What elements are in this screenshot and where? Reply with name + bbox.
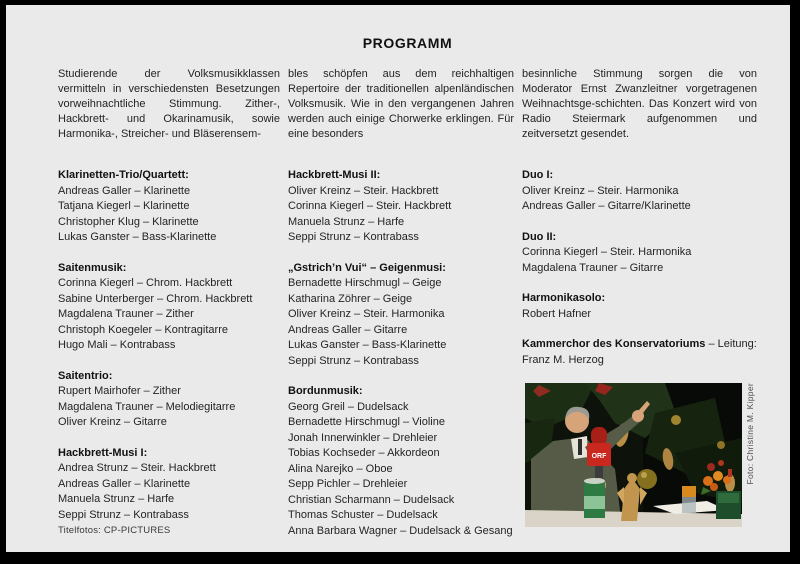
- member-line: Manuela Strunz – Harfe: [288, 215, 405, 228]
- ensemble-group: [288, 168, 514, 246]
- member-line: Oliver Kreinz – Gitarre: [58, 416, 167, 428]
- member-line: Georg Greil – Dudelsack: [288, 400, 409, 413]
- photo-figure: [525, 383, 757, 527]
- column-2-groups: [288, 168, 514, 539]
- group-heading: „Gstrich’n Vui“ – Geigenmusi:: [288, 261, 446, 274]
- member-line: Franz M. Herzog: [522, 353, 604, 366]
- column-1-groups: [58, 168, 280, 523]
- member-line: Alina Narejko – Oboe: [288, 462, 393, 475]
- member-line: Manuela Strunz – Harfe: [58, 493, 175, 505]
- program-content: [58, 67, 757, 554]
- member-line: Oliver Kreinz – Steir. Harmonika: [522, 184, 679, 197]
- member-line: Andreas Galler – Klarinette: [58, 184, 191, 197]
- group-heading: Saitenmusik:: [58, 261, 127, 274]
- member-line: Tatjana Kiegerl – Klarinette: [58, 200, 190, 212]
- intro-paragraph-1: Studierende der Volksmusikklassen vermitteln in verschiedensten Besetzungen vorweihnachtliche Stimmung. Zither-, Hackbrett- und Okarinamusik, sowie Harmonika-, Streicher- und Bläserensem-: [58, 68, 280, 140]
- column-1: [58, 67, 280, 554]
- ensemble-group: [288, 261, 514, 370]
- member-line: Lukas Ganster – Bass-Klarinette: [58, 231, 217, 243]
- group-heading: Saitentrio:: [58, 369, 113, 382]
- member-line: Christoph Koegeler – Kontragitarre: [58, 323, 228, 336]
- member-line: Seppi Strunz – Kontrabass: [58, 508, 189, 521]
- column-3: [522, 67, 757, 554]
- concert-photo: [525, 383, 742, 527]
- ensemble-group: [522, 230, 757, 277]
- intro-paragraph-3: besinnliche Stimmung sorgen die von Moderator Ernst Zwanzleitner vorgetragenen Weihnachtsge-schichten. Das Konzert wird von Radio Steiermark aufgenommen und zeitversetzt gesendet.: [522, 68, 757, 140]
- photo-credit: Foto: Christine M. Kipper: [745, 383, 755, 485]
- member-line: Andreas Galler – Gitarre: [288, 323, 408, 336]
- member-line: Andrea Strunz – Steir. Hackbrett: [58, 462, 216, 474]
- group-heading: Kammerchor des Konservatoriums – Leitung:: [522, 338, 757, 350]
- ensemble-group: [522, 337, 757, 368]
- member-line: Corinna Kiegerl – Steir. Hackbrett: [288, 200, 452, 212]
- group-heading: Hackbrett-Musi II:: [288, 169, 381, 181]
- group-heading: Klarinetten-Trio/Quartett:: [58, 169, 189, 181]
- program-page: [6, 5, 790, 552]
- member-line: Bernadette Hirschmugl – Violine: [288, 416, 445, 428]
- title-photos-credit: Titelfotos: CP-PICTURES: [58, 525, 171, 536]
- ensemble-group: [58, 168, 280, 246]
- group-heading: Duo II:: [522, 230, 557, 243]
- member-line: Seppi Strunz – Kontrabass: [288, 231, 419, 243]
- member-line: Christian Scharmann – Dudelsack: [288, 493, 455, 506]
- member-line: Oliver Kreinz – Steir. Hackbrett: [288, 184, 439, 197]
- group-heading: Hackbrett-Musi I:: [58, 446, 148, 459]
- member-line: Tobias Kochseder – Akkordeon: [288, 447, 440, 459]
- member-line: Magdalena Trauner – Zither: [58, 308, 194, 320]
- member-line: Seppi Strunz – Kontrabass: [288, 354, 419, 367]
- member-line: Thomas Schuster – Dudelsack: [288, 509, 438, 521]
- ensemble-group: [58, 446, 280, 524]
- member-line: Hugo Mali – Kontrabass: [58, 339, 176, 351]
- member-line: Andreas Galler – Gitarre/Klarinette: [522, 200, 691, 212]
- ensemble-group: [58, 261, 280, 354]
- member-line: Jonah Innerwinkler – Drehleier: [288, 431, 438, 444]
- column-2: [288, 67, 514, 554]
- member-line: Andreas Galler – Klarinette: [58, 477, 191, 490]
- member-line: Lukas Ganster – Bass-Klarinette: [288, 339, 447, 351]
- svg-text:ORF: ORF: [591, 453, 607, 460]
- member-line: Anna Barbara Wagner – Dudelsack & Gesang: [288, 524, 513, 537]
- intro-paragraph-2: bles schöpfen aus dem reichhaltigen Repertoire der traditionellen alpenländischen Volksmusik. Wie in den vergangenen Jahren werden auch einige Chorwerke erklingen. Für eine besonders: [288, 68, 514, 140]
- member-line: Sepp Pichler – Drehleier: [288, 478, 408, 490]
- ensemble-group: [522, 168, 757, 215]
- page-title: PROGRAMM: [362, 35, 453, 51]
- ensemble-group: [58, 369, 280, 431]
- ensemble-group: [288, 384, 514, 539]
- group-heading: Harmonikasolo:: [522, 292, 606, 304]
- member-line: Sabine Unterberger – Chrom. Hackbrett: [58, 292, 253, 305]
- member-line: Robert Hafner: [522, 307, 592, 320]
- member-line: Christopher Klug – Klarinette: [58, 215, 199, 228]
- column-3-groups: [522, 168, 757, 368]
- group-heading: Duo I:: [522, 169, 554, 181]
- member-line: Magdalena Trauner – Melodiegitarre: [58, 400, 236, 413]
- member-line: Magdalena Trauner – Gitarre: [522, 261, 664, 274]
- group-heading: Bordunmusik:: [288, 385, 363, 397]
- member-line: Oliver Kreinz – Steir. Harmonika: [288, 308, 445, 320]
- member-line: Corinna Kiegerl – Steir. Harmonika: [522, 246, 692, 258]
- ensemble-group: [522, 291, 757, 322]
- member-line: Bernadette Hirschmugl – Geige: [288, 277, 442, 289]
- member-line: Rupert Mairhofer – Zither: [58, 385, 181, 397]
- member-line: Corinna Kiegerl – Chrom. Hackbrett: [58, 277, 233, 289]
- member-line: Katharina Zöhrer – Geige: [288, 292, 413, 305]
